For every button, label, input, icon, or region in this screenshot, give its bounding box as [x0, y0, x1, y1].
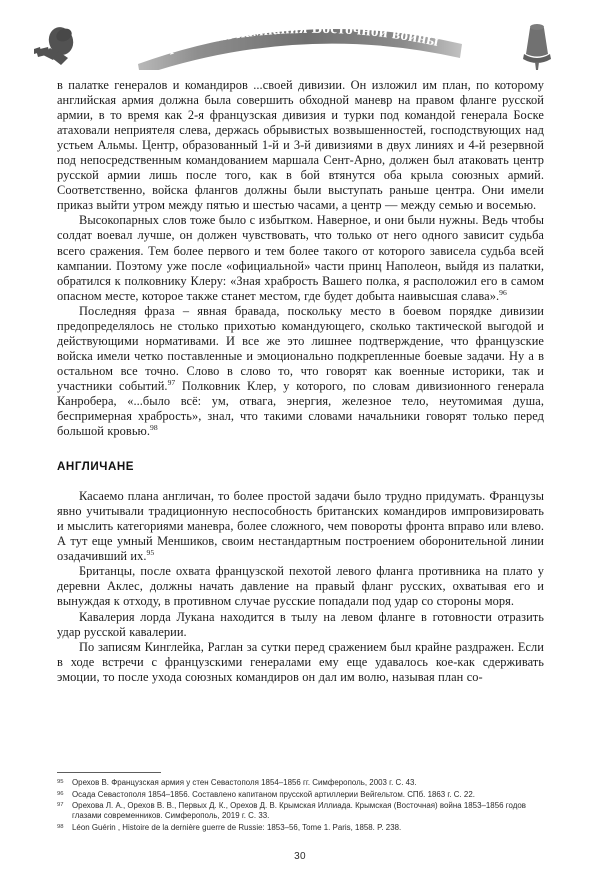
paragraph-britons: Британцы, после охвата французской пехотой левого фланга противника на плато у деревни Аклес, должны начать давление на правый фланг русских, охватывая его и вынуждая к отходу, в противном случае русские попадали под удар со стороны моря.: [57, 564, 544, 609]
footnote-number: 97: [57, 802, 64, 809]
footnote-ref-97: 97: [167, 377, 176, 387]
paragraph-plan-continuation: в палатке генералов и командиров ...своей дивизии. Он изложил им план, по которому английская армия должна была совершить обходной маневр на правом фланге русской армии, в то время как 2-я французская дивизия и турки под командой генерала Боске атаховали неприятеля слева, держась обрывистых возвышенностей, господствующих над устьем Альмы. Центр, образованный 1-й и 3-й дивизиями в двух линиях и 4-й резервной под непосредственным командованием маршала Сент-Арно, должен был атаковать центр русской армии лишь после того, как в бой втянутся оба крыла союзных армий. Соответственно, войска флангов должны были выступать раньше центра. Они имели приказ выйти утром между пятью и шестью часами, а центр — между семью и восемью.: [57, 78, 544, 213]
footnote-number: 95: [57, 779, 64, 786]
paragraph-lofty-words-text: Высокопарных слов тоже было с избытком. Наверное, и они были нужны. Ведь чтобы солдат воевал лучше, он должен чувствовать, что только от него одного зависит судьба всего сражения. Тем более первого и тем более такого от которого зависела судьба всей кампании. Поэтому уже после «официальной» части принц Наполеон, выйдя из палатки, обратился к полковнику Клеру: «Зная храбрость Вашего полка, я расположил его в самом опасном месте, которое также станет местом, где будет добыта наивысшая слава».: [57, 213, 544, 303]
footnote-separator-rule: [57, 772, 161, 773]
footnote-item: [57, 801, 544, 822]
footnote-block: [57, 772, 544, 834]
footnote-text: Орехов В. Французская армия у стен Севастополя 1854–1856 гг. Симферополь, 2003 г. С. 43.: [72, 778, 417, 787]
paragraph-lucan-cavalry: Кавалерия лорда Лукана находится в тылу на левом фланге в готовности отразить удар русской кавалерии.: [57, 609, 544, 639]
running-header: [0, 0, 600, 82]
paragraph-kinglake: По записям Кинглейка, Раглан за сутки перед сражением был крайне раздражен. Если в ходе встречи с французскими генералами ему еще удавалось кое-как сдерживать эмоции, то после ухода союзных командиров он дал им волю, называя план со-: [57, 639, 544, 684]
paragraph-english-plan: [57, 489, 544, 564]
shako-helmet-silhouette-icon: [516, 22, 558, 74]
footnote-number: 98: [57, 824, 64, 831]
footnote-number: 96: [57, 790, 64, 797]
footnote-text: Орехова Л. А., Орехов В. В., Первых Д. К., Орехов Д. В. Крымская Иллиада. Крымская (Восточная) война 1853–1856 годов глазами современников. Симферополь, 2019 г. С. 33.: [72, 801, 526, 821]
cannon-silhouette-icon: [28, 24, 82, 70]
footnote-list: [57, 778, 544, 833]
paragraph-lofty-words: [57, 213, 544, 303]
footnote-ref-96: 96: [499, 287, 507, 297]
page-number: 30: [294, 851, 306, 862]
paragraph-english-plan-text: Касаемо плана англичан, то более простой задачи было трудно придумать. Французы явно учитывали традиционную неспособность британских командиров импровизировать и мыслить категориями маневра, более сложного, чем повороты фронта вправо или влево. А тут еще умный Меншиков, своим нестандартным построением оборонительной линии озадачивший их.: [57, 489, 544, 564]
paragraph-last-phrase-text-2: Полковник Клер, у которого, по словам дивизионного генерала Канробера, «...было всё: ум, отвага, энергия, железное тело, неутомимая душа, беспримерная храбрость», знал, что такими словами начальники говорят только перед большой кровью.: [57, 378, 545, 439]
page-body: [57, 78, 544, 685]
paragraph-last-phrase-text-1: Последняя фраза – явная бравада, поскольку место в боевом порядке дивизии предопределялось не столько прихотью командующего, сколько тактической выгодой и действующими нормативами. И все же это лишнее подтверждение, что французские войска имели четко поставленные и эмоционально подкрепленные боевые задачи. Ну а в остальном все точно. Слово в слово то, что говорят как военные историки, так и участники событий.: [57, 303, 544, 393]
footnote-item: [57, 778, 544, 788]
section-title-englishmen: АНГЛИЧАНЕ: [57, 460, 135, 474]
header-banner: [130, 14, 470, 70]
footnote-text: Осада Севастополя 1854–1856. Составлено капитаном прусской артиллерии Вейгельтом. СПб. 1863 г. С. 22.: [72, 789, 475, 799]
header-banner-text: Крымская кампания Восточной войны: [154, 19, 441, 59]
footnote-text: Léon Guérin , Histoire de la dernière guerre de Russie: 1853–56, Tome 1. Paris, 1858. P. 238.: [72, 822, 402, 832]
footnote-item: [57, 790, 544, 800]
footnote-ref-98: 98: [150, 422, 158, 432]
footnote-item: [57, 823, 544, 833]
paragraph-last-phrase: [57, 304, 544, 439]
section-heading-block: [57, 439, 544, 489]
footnote-ref-95: 95: [146, 548, 155, 558]
